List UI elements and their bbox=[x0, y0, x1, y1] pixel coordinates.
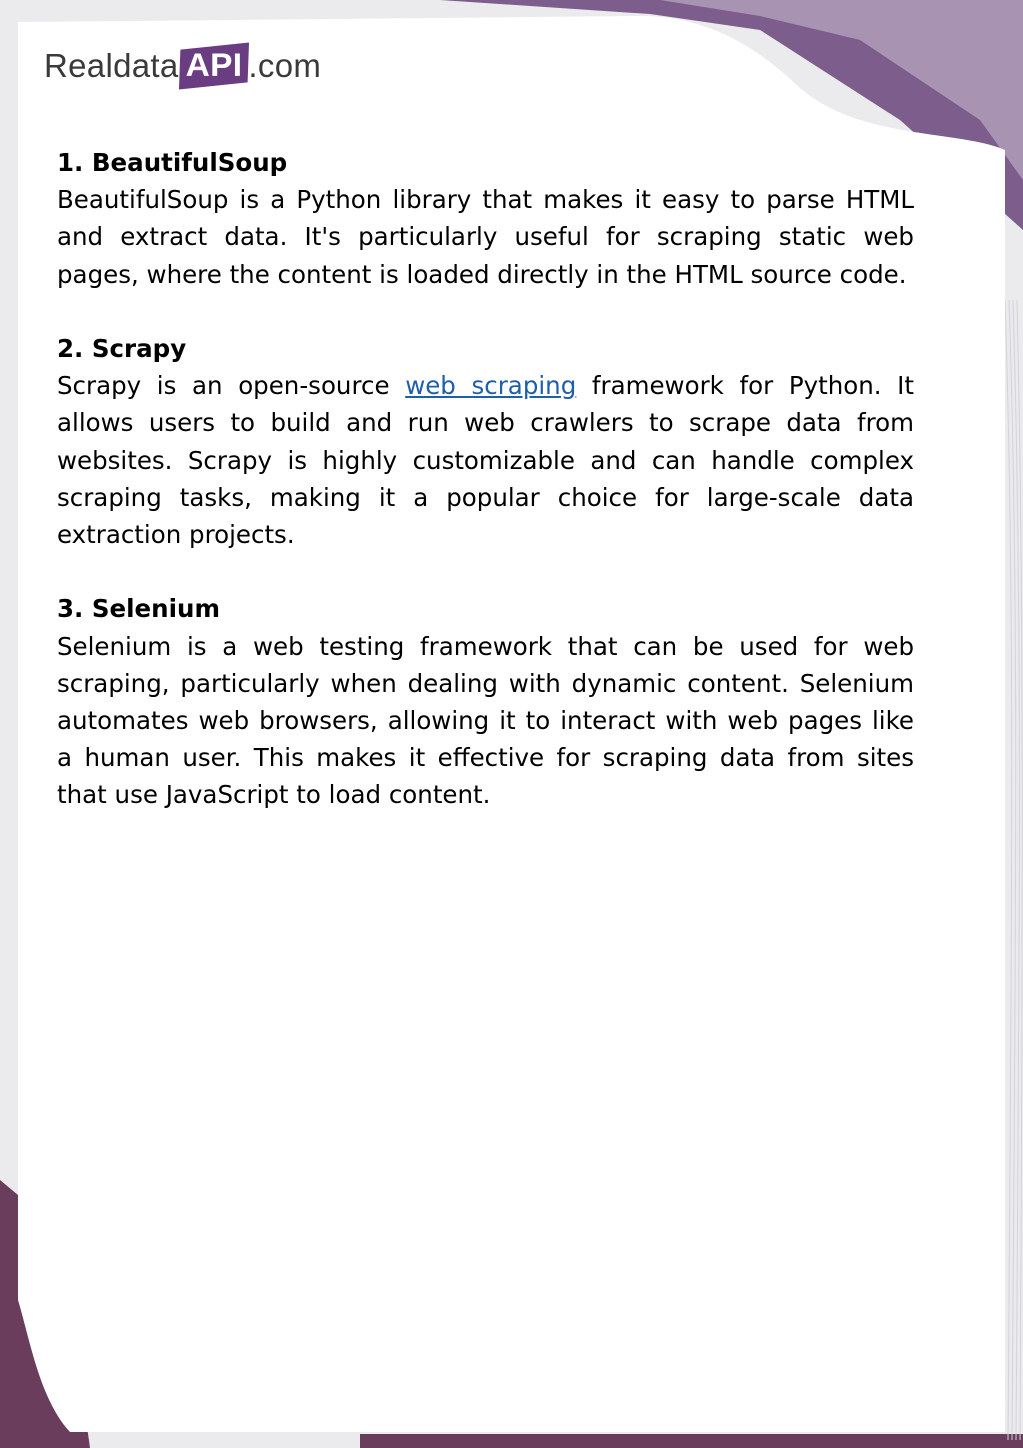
brand-name-suffix: .com bbox=[248, 47, 322, 84]
section-body: BeautifulSoup is a Python library that makes it easy to parse HTML and extract data. It's particularly useful for scraping static web pages, where the content is loaded directly in the HTML source code. bbox=[57, 185, 914, 289]
brand-logo bbox=[44, 40, 321, 92]
body-text-before-link: Scrapy is an open-source bbox=[57, 371, 406, 401]
section-scrapy bbox=[57, 330, 914, 553]
section-heading: 2. Scrapy bbox=[57, 334, 187, 363]
section-heading: 1. BeautifulSoup bbox=[57, 148, 288, 177]
section-body bbox=[57, 367, 914, 553]
section-selenium bbox=[57, 590, 914, 813]
section-body: Selenium is a web testing framework that can be used for web scraping, particularly when dealing with dynamic content. Selenium automates web browsers, allowing it to interact with web pages like a human user. This makes it effective for scraping data from sites that use JavaScript to load content. bbox=[57, 631, 914, 810]
brand-api-badge bbox=[178, 43, 248, 90]
section-beautifulsoup bbox=[57, 144, 914, 293]
section-heading: 3. Selenium bbox=[57, 594, 220, 624]
brand-name-prefix: Realdata bbox=[44, 47, 179, 84]
body-text-after-link: framework for Python. It allows users to build and run web crawlers to scrape data from websites. Scrapy is highly customizable and can handle complex scraping tasks, making it a popular choice for large-scale data extraction projects. bbox=[57, 371, 915, 550]
brand-name-highlight: API bbox=[185, 46, 242, 83]
document-content bbox=[57, 144, 914, 851]
web-scraping-link[interactable]: web scraping bbox=[405, 371, 577, 401]
